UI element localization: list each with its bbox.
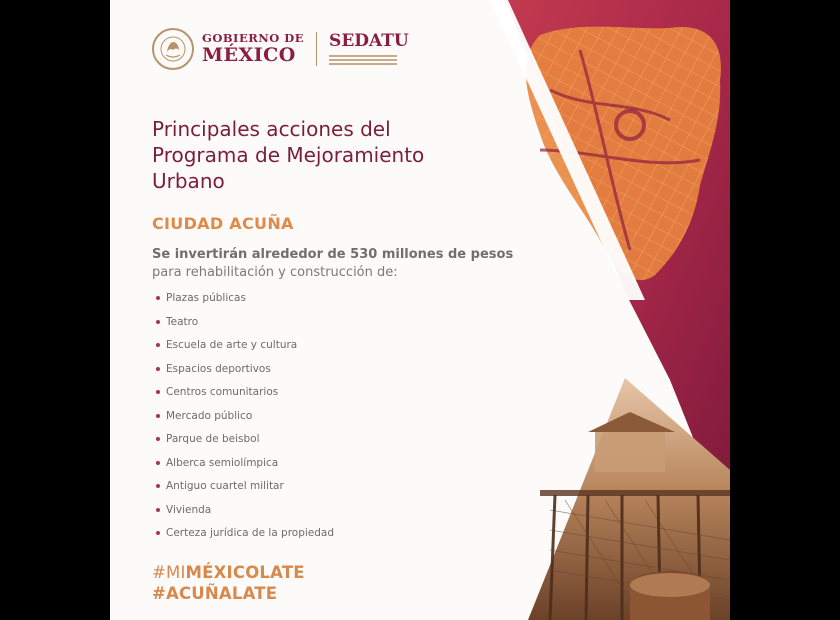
list-item-label: Plazas públicas	[166, 292, 246, 304]
hashtag-rest: MÉXICOLATE	[185, 563, 305, 582]
hashtag-mimexicolate	[152, 563, 305, 582]
bullet-icon	[156, 390, 160, 394]
page-title: Principales acciones del Programa de Mejoramiento Urbano	[152, 117, 425, 193]
bullet-icon	[156, 484, 160, 488]
gobierno-line1: GOBIERNO DE	[202, 30, 305, 45]
list-item-label: Antiguo cuartel militar	[166, 480, 284, 492]
bullet-icon	[156, 343, 160, 347]
list-item	[156, 525, 334, 549]
actions-list	[156, 290, 334, 549]
list-item	[156, 478, 334, 502]
list-item	[156, 455, 334, 479]
sedatu-wordmark	[329, 33, 409, 65]
city-heading: CIUDAD ACUÑA	[152, 214, 294, 233]
logo-divider	[316, 32, 317, 66]
list-item	[156, 314, 334, 338]
list-item-label: Parque de beisbol	[166, 433, 260, 445]
bullet-icon	[156, 508, 160, 512]
list-item	[156, 384, 334, 408]
intro-line-1: Se invertirán alrededor de 530 millones de pesos	[152, 247, 514, 262]
list-item-label: Certeza jurídica de la propiedad	[166, 527, 335, 539]
list-item-label: Vivienda	[166, 503, 212, 516]
national-seal-icon	[152, 28, 194, 70]
intro-line-2: para rehabilitación y construcción de:	[152, 265, 398, 280]
gobierno-wordmark	[202, 30, 305, 67]
bullet-icon	[156, 461, 160, 465]
list-item-label: Mercado público	[166, 409, 253, 422]
bullet-icon	[156, 531, 160, 535]
list-item-label: Teatro	[166, 315, 199, 328]
list-item	[156, 361, 334, 385]
infographic-card	[110, 0, 730, 620]
agency-subtitle-lines	[329, 53, 397, 65]
list-item	[156, 337, 334, 361]
list-item-label: Centros comunitarios	[166, 386, 279, 398]
header-logos	[152, 26, 409, 72]
bullet-icon	[156, 414, 160, 418]
list-item-label: Espacios deportivos	[166, 362, 271, 375]
list-item	[156, 290, 334, 314]
hashtag-prefix: #MI	[152, 563, 186, 582]
bullet-icon	[156, 367, 160, 371]
bullet-icon	[156, 437, 160, 441]
list-item	[156, 502, 334, 526]
list-item	[156, 408, 334, 432]
bullet-icon	[156, 320, 160, 324]
hashtag-acunalate: #ACUÑALATE	[152, 584, 278, 603]
list-item	[156, 431, 334, 455]
list-item-label: Alberca semiolímpica	[166, 456, 279, 469]
gobierno-line2: MÉXICO	[202, 44, 296, 67]
agency-name: SEDATU	[329, 31, 409, 51]
list-item-label: Escuela de arte y cultura	[166, 339, 298, 351]
bullet-icon	[156, 296, 160, 300]
